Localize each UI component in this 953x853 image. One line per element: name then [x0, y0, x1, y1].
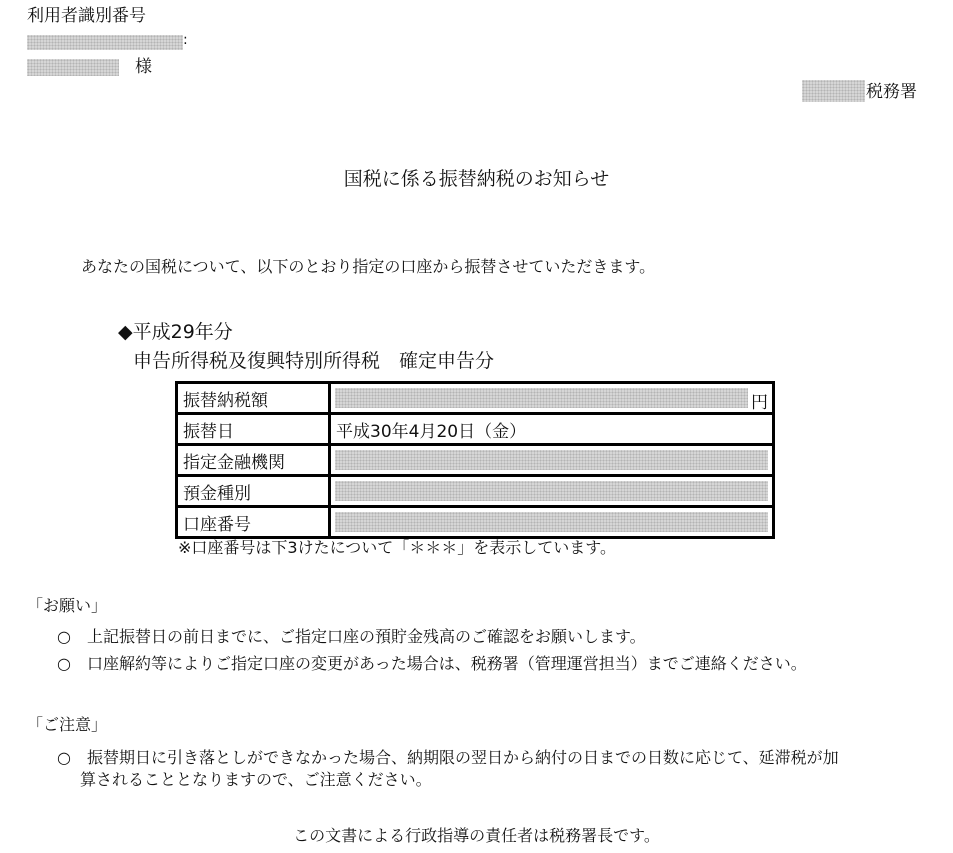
bank-redacted	[335, 450, 768, 470]
deposit-type-redacted	[335, 481, 768, 501]
row-label-amount: 振替納税額	[177, 383, 330, 414]
row-label-deposit-type: 預金種別	[177, 476, 330, 507]
year-label: ◆平成29年分	[118, 321, 233, 343]
table-row	[177, 507, 774, 538]
tax-office-label: 税務署	[866, 82, 917, 102]
tax-type-label: 申告所得税及復興特別所得税 確定申告分	[133, 350, 495, 372]
document-title: 国税に係る振替納税のお知らせ	[343, 168, 610, 190]
row-value-bank	[330, 445, 774, 476]
requests-heading: 「お願い」	[27, 596, 108, 615]
row-label-account-number: 口座番号	[177, 507, 330, 538]
row-label-date: 振替日	[177, 414, 330, 445]
table-row	[177, 414, 774, 445]
table-row	[177, 476, 774, 507]
transfer-info-table	[175, 381, 775, 539]
honorific: 様	[135, 57, 152, 77]
table-row	[177, 383, 774, 414]
caution-heading: 「ご注意」	[27, 715, 108, 734]
row-value-deposit-type	[330, 476, 774, 507]
account-number-note: ※口座番号は下3けたについて「＊＊＊」を表示しています。	[178, 538, 616, 557]
amount-redacted	[335, 388, 748, 408]
user-id-label: 利用者識別番号	[27, 6, 146, 26]
table-row	[177, 445, 774, 476]
row-value-account-number	[330, 507, 774, 538]
user-id-colon: :	[183, 32, 188, 48]
intro-text: あなたの国税について、以下のとおり指定の口座から振替させていただきます。	[81, 257, 656, 276]
row-label-bank: 指定金融機関	[177, 445, 330, 476]
account-number-redacted	[335, 512, 768, 532]
recipient-name-redacted	[27, 59, 119, 76]
tax-office-name-redacted	[802, 80, 865, 102]
yen-unit: 円	[751, 393, 768, 413]
request-item-2: ○ 口座解約等によりご指定口座の変更があった場合は、税務署（管理運営担当）までご連絡ください。	[57, 654, 807, 673]
request-item-1: ○ 上記振替日の前日までに、ご指定口座の預貯金残高のご確認をお願いします。	[57, 627, 646, 646]
row-value-amount	[330, 383, 774, 414]
row-value-date: 平成30年4月20日（金）	[330, 414, 774, 445]
user-id-redacted	[27, 35, 183, 50]
footer-responsibility: この文書による行政指導の責任者は税務署長です。	[293, 826, 660, 845]
caution-line-1: ○ 振替期日に引き落としができなかった場合、納期限の翌日から納付の日までの日数に応じて、延滞税が加	[57, 748, 839, 767]
caution-line-2: 算されることとなりますので、ご注意ください。	[80, 770, 432, 789]
